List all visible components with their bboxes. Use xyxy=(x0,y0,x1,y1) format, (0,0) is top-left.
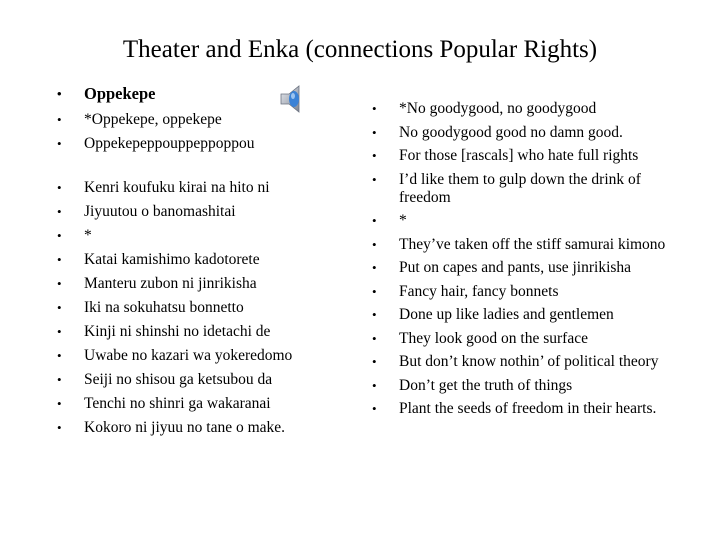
bullet: • xyxy=(372,171,377,187)
bullet: • xyxy=(372,330,377,346)
bullet: • xyxy=(57,252,62,267)
bullet: • xyxy=(372,213,377,228)
list-item: • Seiji no shisou ga ketsubou da xyxy=(57,371,273,388)
bullet: • xyxy=(57,112,62,127)
list-item: • Manteru zubon ni jinrikisha xyxy=(57,275,257,292)
list-item: • Oppekepeppouppeppoppou xyxy=(57,135,255,152)
list-item: • Put on capes and pants, use jinrikisha xyxy=(372,259,632,276)
list-item: • But don’t know nothin’ of political theory xyxy=(372,353,659,370)
bullet: • xyxy=(57,180,62,195)
list-item: • *No goodygood, no goodygood xyxy=(372,100,597,117)
bullet: • xyxy=(372,148,377,163)
list-item: • Fancy hair, fancy bonnets xyxy=(372,282,559,300)
slide-title: Theater and Enka (connections Popular Rights) xyxy=(122,36,598,63)
bullet: • xyxy=(57,86,62,101)
bullet: • xyxy=(372,101,377,116)
bullet: • xyxy=(57,136,62,151)
list-item: • No goodygood good no damn good. xyxy=(372,123,623,141)
list-item: • Uwabe no kazari wa yokeredomo xyxy=(57,347,293,364)
list-item: • Done up like ladies and gentlemen xyxy=(372,306,614,323)
bullet: • xyxy=(372,377,377,393)
list-item: • Kinji ni shinshi no idetachi de xyxy=(57,323,271,340)
right-column-translation xyxy=(368,100,668,424)
bullet: • xyxy=(372,260,377,275)
list-item: • Plant the seeds of freedom in their hearts. xyxy=(372,400,657,417)
bullet: • xyxy=(57,300,62,315)
bullet: • xyxy=(57,276,62,291)
bullet: • xyxy=(57,204,62,219)
list-item: • They’ve taken off the stiff samurai kimono xyxy=(372,235,666,253)
bullet: • xyxy=(57,420,62,435)
list-item: • * xyxy=(372,212,407,229)
list-item: • Oppekepe xyxy=(57,84,156,103)
bullet: • xyxy=(57,348,62,363)
list-item: • For those [rascals] who hate full rights xyxy=(372,147,639,164)
bullet: • xyxy=(372,283,377,299)
bullet: • xyxy=(372,354,377,369)
list-item: • Iki na sokuhatsu bonnetto xyxy=(57,299,244,316)
left-column-lyrics xyxy=(52,85,352,443)
list-item: • I’d like them to gulp down the drink of freedom xyxy=(372,170,641,206)
bullet: • xyxy=(57,228,62,243)
list-item: • Tenchi no shinri ga wakaranai xyxy=(57,395,271,412)
list-item: • Katai kamishimo kadotorete xyxy=(57,251,260,268)
bullet: • xyxy=(372,401,377,416)
bullet: • xyxy=(57,324,62,339)
bullet: • xyxy=(57,372,62,387)
list-item: • Jiyuutou o banomashitai xyxy=(57,203,236,220)
bullet: • xyxy=(57,396,62,411)
bullet: • xyxy=(372,124,377,140)
list-item: • Don’t get the truth of things xyxy=(372,376,573,394)
list-item: • *Oppekepe, oppekepe xyxy=(57,111,222,128)
bullet: • xyxy=(372,307,377,322)
list-item: • Kenri koufuku kirai na hito ni xyxy=(57,179,270,196)
list-item: • Kokoro ni jiyuu no tane o make. xyxy=(57,419,286,436)
bullet: • xyxy=(372,236,377,252)
list-item: • They look good on the surface xyxy=(372,329,588,347)
list-item: • * xyxy=(57,227,92,244)
